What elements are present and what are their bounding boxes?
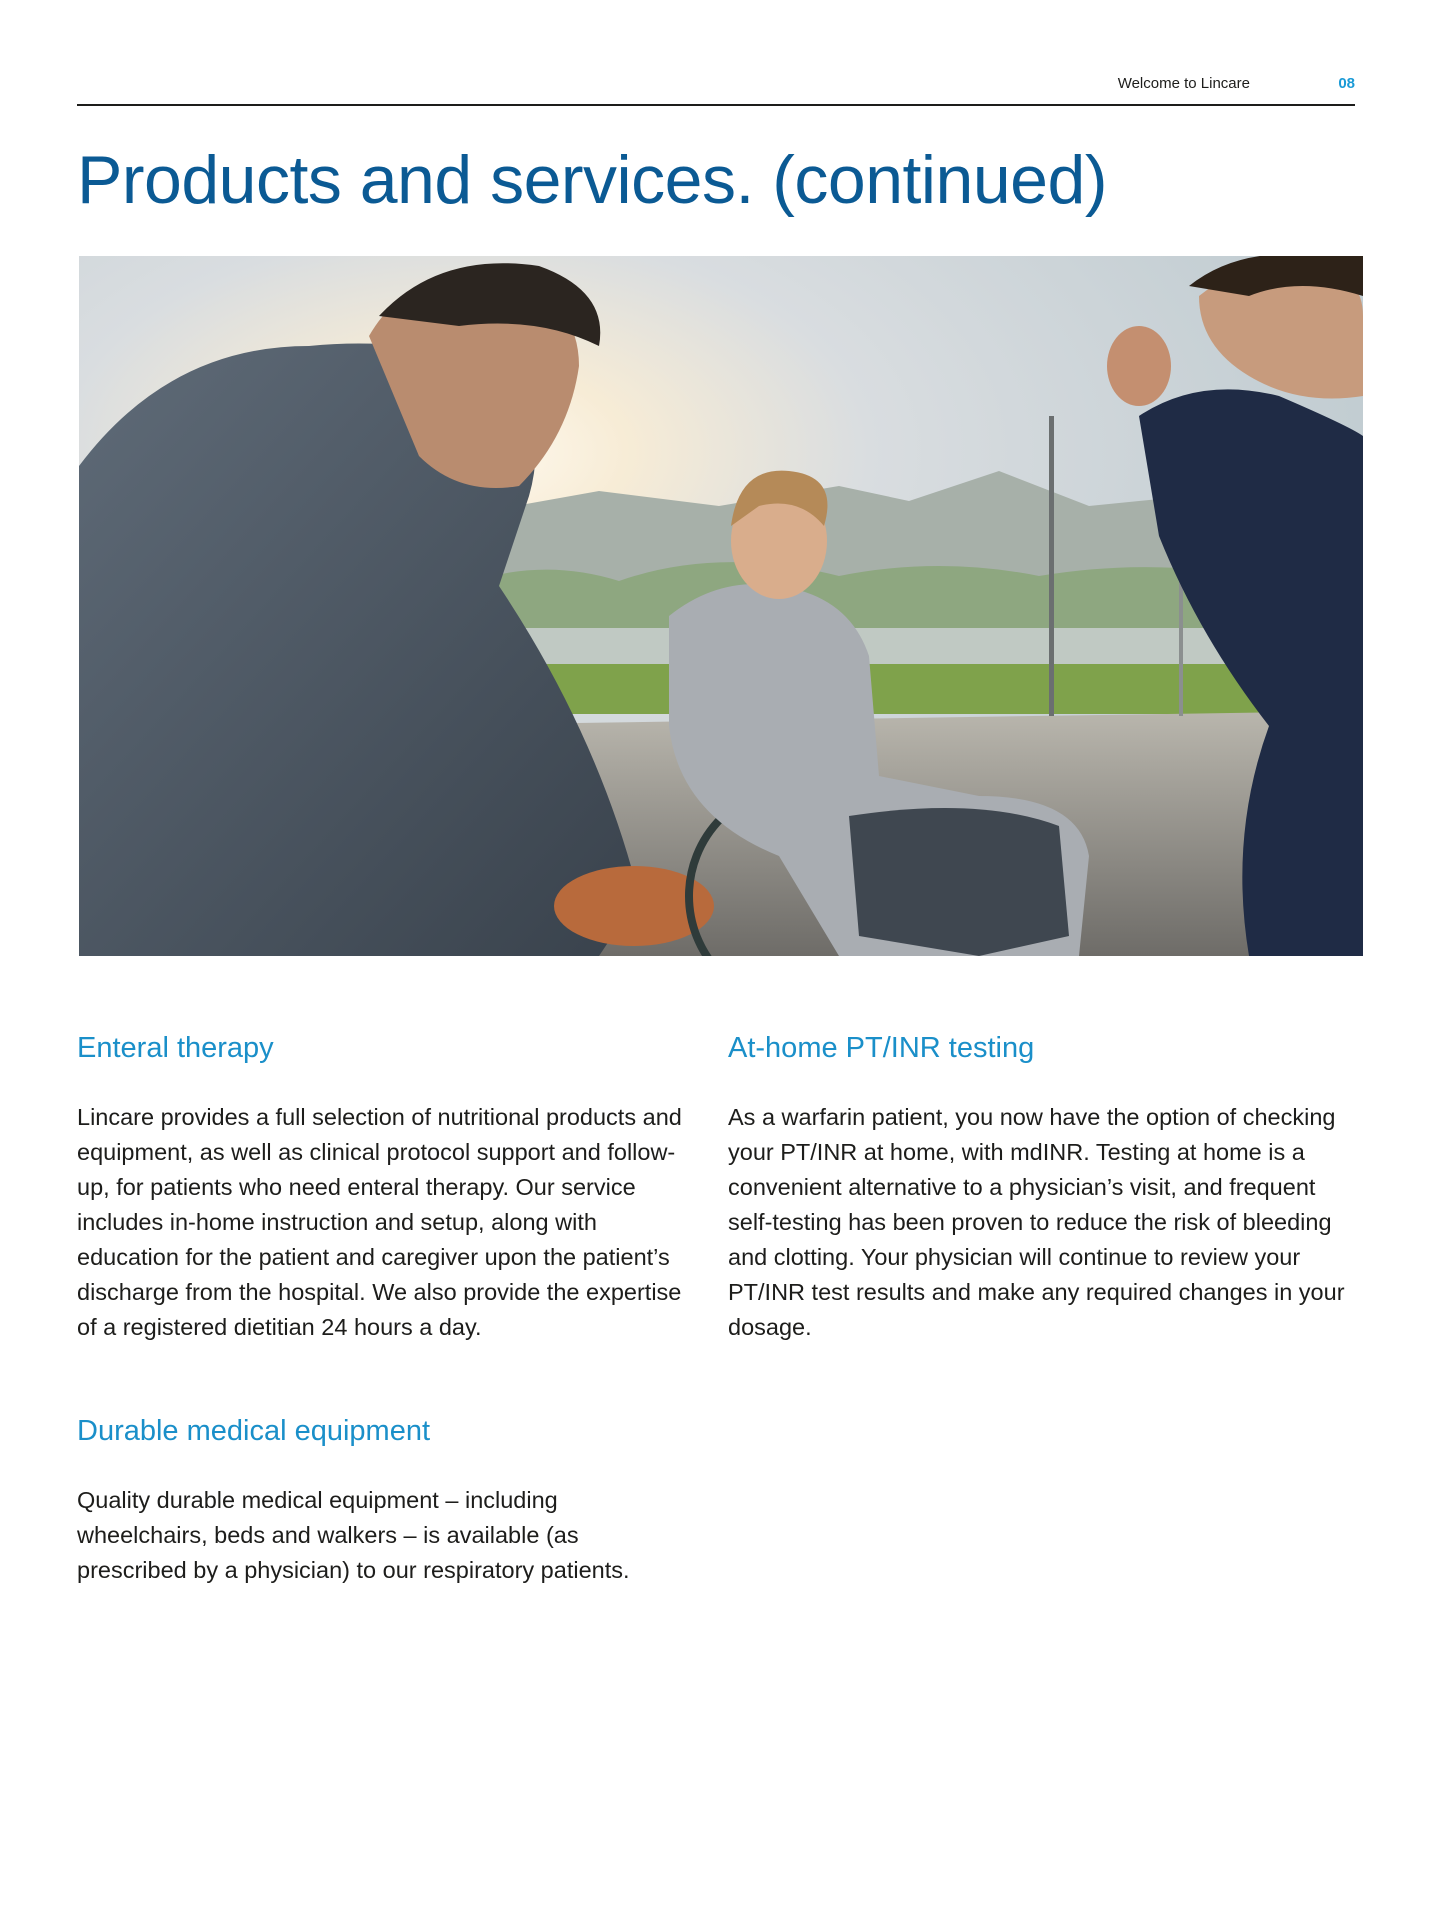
header-section-label: Welcome to Lincare — [1117, 75, 1250, 92]
section-body: Quality durable medical equipment – including wheelchairs, beds and walkers – is available (as prescribed by a physician) to our respiratory patients. — [77, 1487, 630, 1583]
section-durable-medical-equipment — [77, 1413, 687, 1588]
section-heading: Enteral therapy — [77, 1032, 274, 1064]
section-heading: Durable medical equipment — [77, 1415, 431, 1447]
hero-photo — [79, 256, 1363, 956]
section-body: Lincare provides a full selection of nutritional products and equipment, as well as clinical protocol support and follow-up, for patients who need enteral therapy. Our service includes in-home instruction and setup, along with education for the patient and caregiver upon the patient’s discharge from the hospital. We also provide the expertise of a registered dietitian 24 hours a day. — [77, 1104, 682, 1340]
section-pt-inr-testing — [728, 1030, 1363, 1345]
section-body: As a warfarin patient, you now have the option of checking your PT/INR at home, with mdINR. Testing at home is a convenient alternative to a physician’s visit, and frequent self-testing has been proven to reduce the risk of bleeding and clotting. Your physician will continue to review your PT/INR test results and make any required changes in your dosage. — [728, 1104, 1345, 1340]
page-title: Products and services. (continued) — [77, 142, 1107, 218]
running-header — [77, 72, 1355, 106]
hero-photo-illustration — [79, 256, 1363, 956]
section-enteral-therapy — [77, 1030, 687, 1345]
page-number: 08 — [1338, 75, 1355, 92]
section-heading: At-home PT/INR testing — [728, 1032, 1035, 1064]
